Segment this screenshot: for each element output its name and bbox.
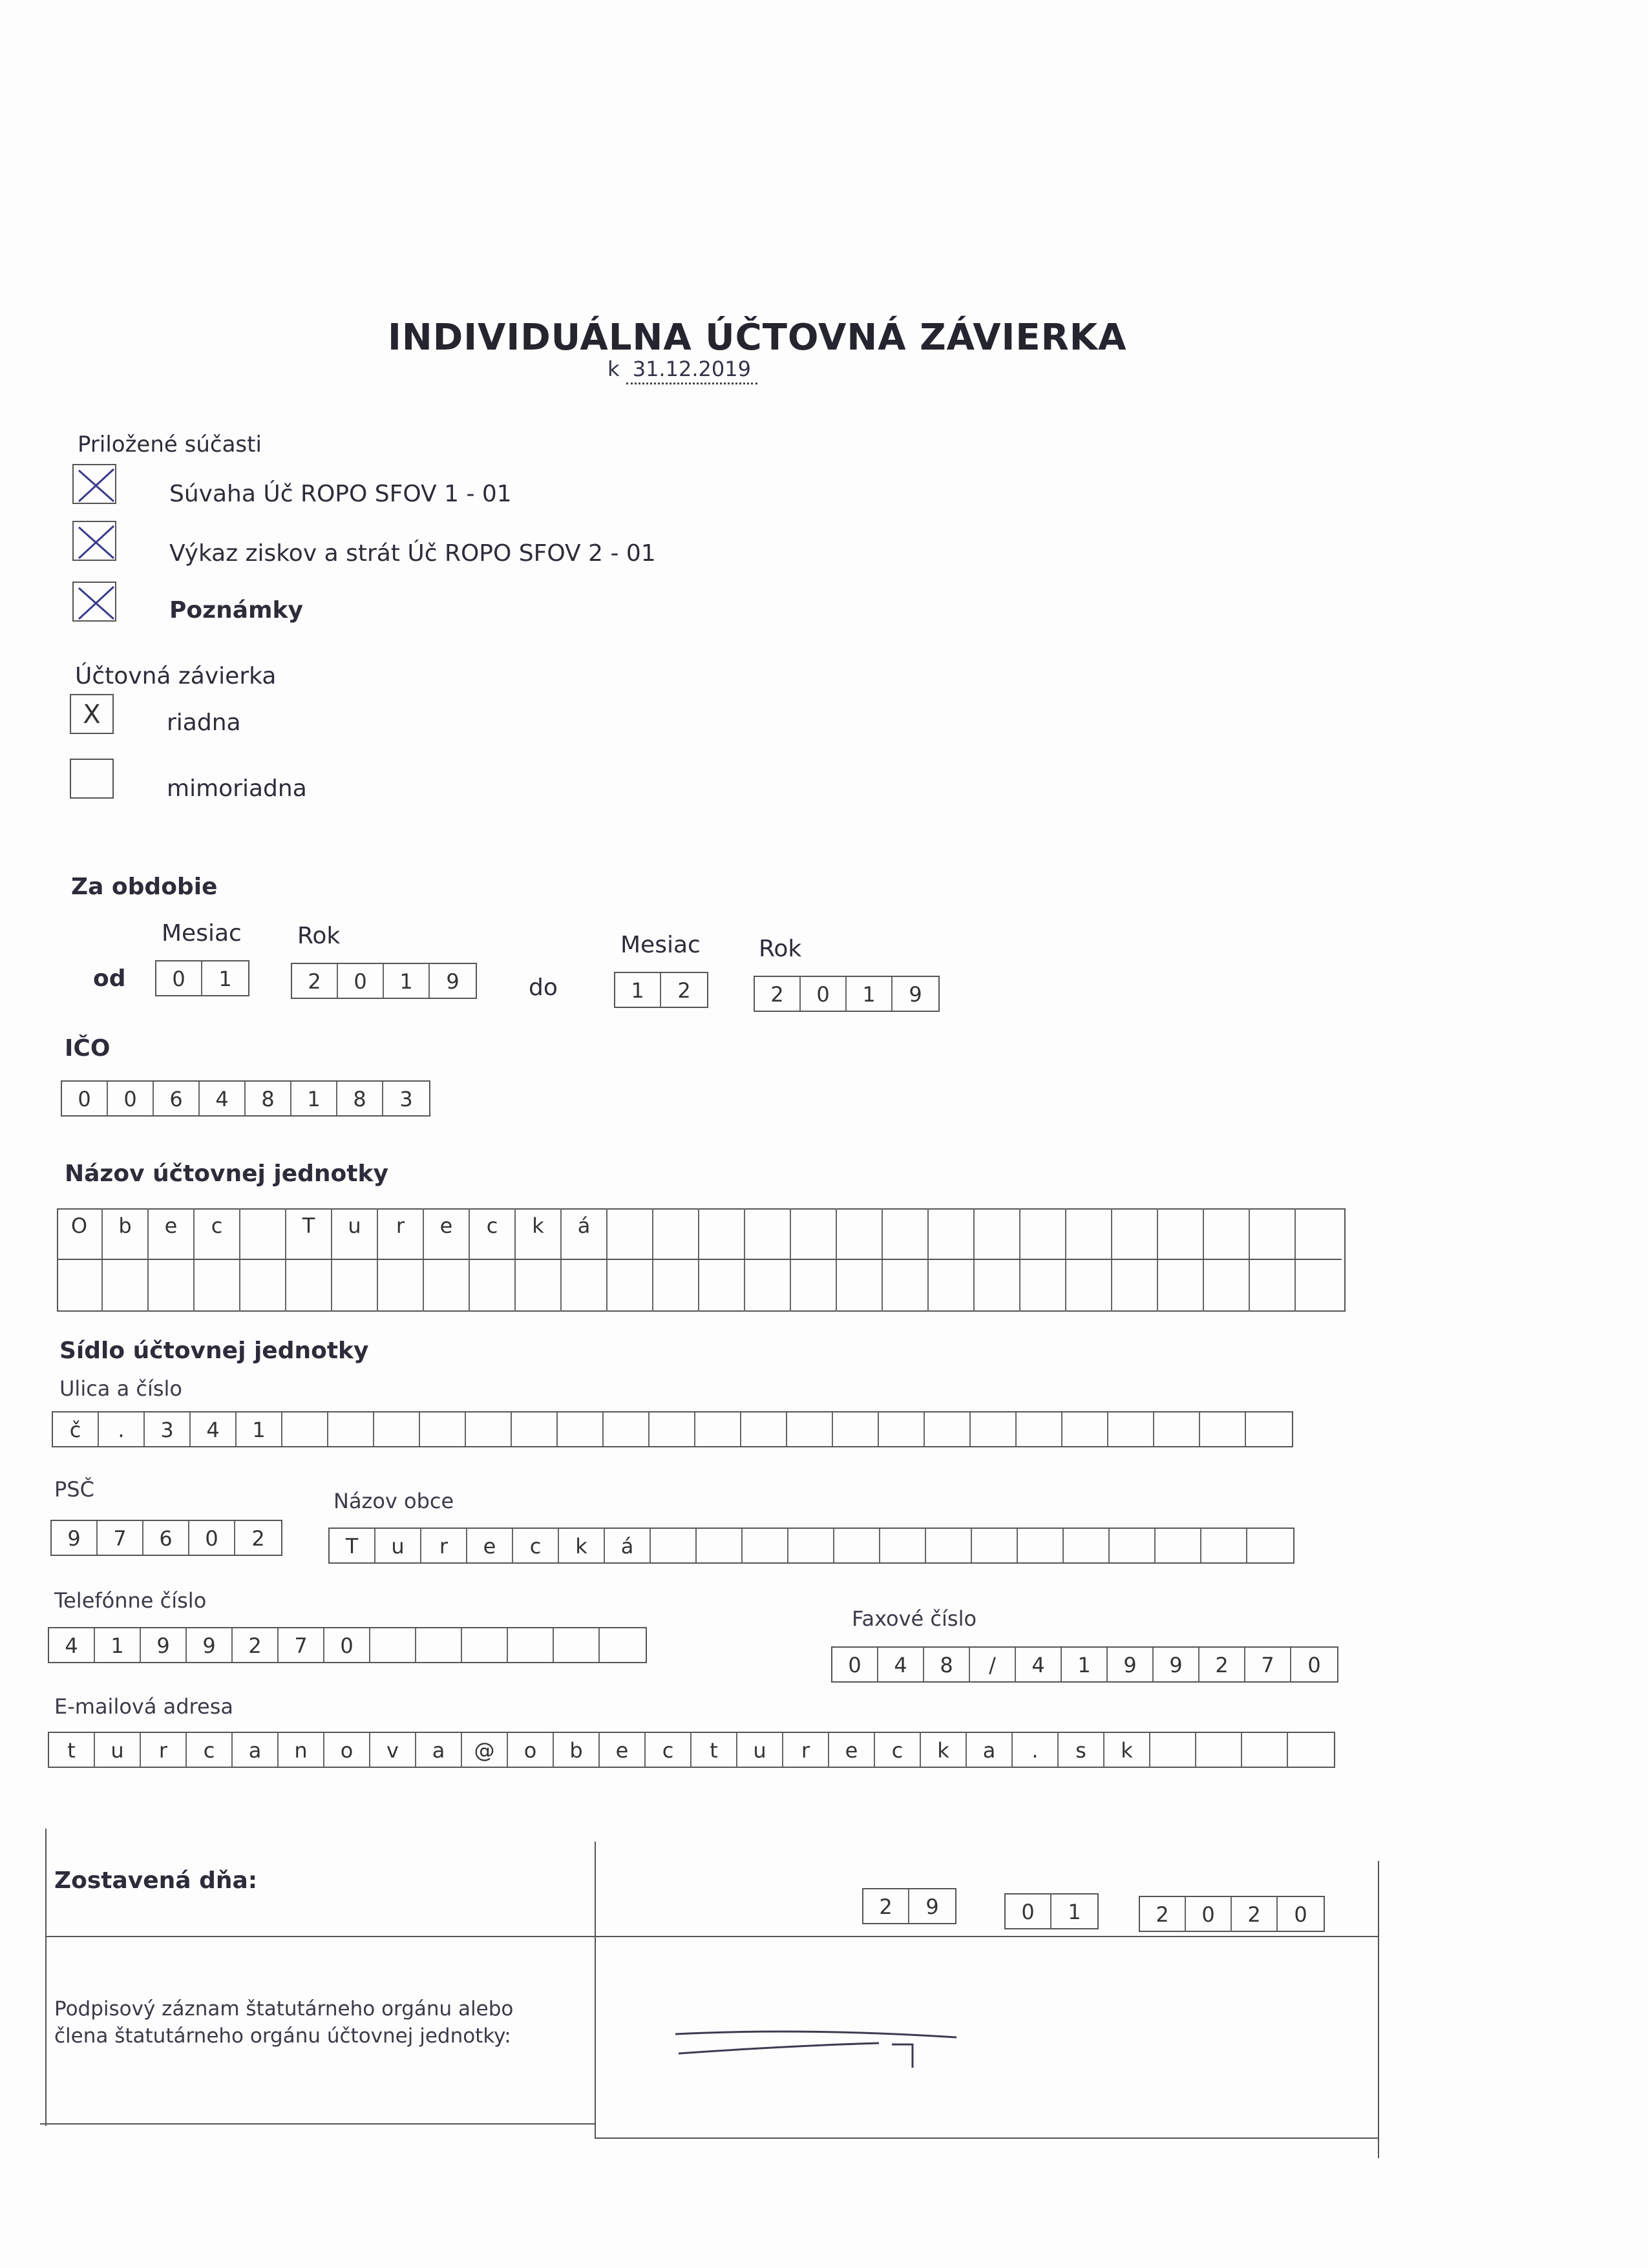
name-label: Názov účtovnej jednotky [65, 1160, 388, 1187]
field-cell: 0 [1294, 1902, 1307, 1927]
field-cell: 4 [1016, 1648, 1062, 1681]
as-of-date: 31.12.2019 [626, 357, 757, 384]
compiled-day-field[interactable] [862, 1888, 956, 1924]
checkbox-mimoriadna[interactable] [70, 759, 114, 799]
field-cell: á [562, 1208, 607, 1259]
field-cell: t [692, 1733, 737, 1767]
from-label: od [93, 965, 126, 992]
ico-field[interactable] [61, 1080, 430, 1117]
from-month-field[interactable] [155, 960, 249, 996]
field-cell: / [970, 1648, 1016, 1681]
field-cell: 3 [399, 1087, 413, 1111]
field-cell [1112, 1260, 1158, 1312]
field-cell [651, 1529, 697, 1562]
field-cell [516, 1260, 562, 1312]
field-cell: á [605, 1529, 651, 1562]
field-cell [695, 1412, 741, 1446]
field-cell: . [99, 1412, 145, 1446]
field-cell [925, 1412, 971, 1446]
field-cell [332, 1260, 378, 1312]
field-cell [558, 1412, 604, 1446]
field-cell: a [416, 1733, 462, 1767]
field-cell: u [332, 1208, 378, 1259]
field-cell: O [57, 1208, 103, 1259]
field-cell [149, 1260, 195, 1312]
email-field[interactable] [48, 1732, 1335, 1768]
field-cell [378, 1260, 424, 1312]
name-row-1 [57, 1208, 1342, 1260]
field-cell: 3 [145, 1412, 191, 1446]
field-cell [562, 1260, 607, 1312]
checkbox-poznamky[interactable] [72, 582, 116, 622]
from-year-label: Rok [297, 923, 341, 949]
field-cell [328, 1412, 374, 1446]
field-cell: u [95, 1733, 141, 1767]
field-cell [1204, 1208, 1250, 1259]
field-cell [1150, 1733, 1196, 1767]
closing-heading: Účtovná závierka [75, 663, 277, 689]
phone-field[interactable] [48, 1627, 647, 1663]
field-cell [607, 1260, 653, 1312]
field-cell: 7 [98, 1521, 143, 1555]
town-field[interactable] [328, 1528, 1294, 1564]
field-cell: 9 [1154, 1648, 1199, 1681]
field-cell: e [467, 1529, 513, 1562]
field-cell: 4 [49, 1628, 95, 1662]
field-cell: o [324, 1733, 370, 1767]
field-cell: 0 [338, 964, 384, 998]
field-cell: 1 [1068, 1900, 1081, 1924]
attached-label-suvaha: Súvaha Úč ROPO SFOV 1 - 01 [169, 481, 512, 507]
field-cell [971, 1412, 1017, 1446]
field-cell [1108, 1412, 1154, 1446]
field-cell [926, 1529, 972, 1562]
period-heading: Za obdobie [71, 874, 218, 900]
attached-label-poznamky: Poznámky [169, 597, 303, 624]
field-cell: k [516, 1208, 562, 1259]
table-border-bottom [40, 2123, 596, 2125]
field-cell: 0 [324, 1628, 370, 1662]
field-cell: 0 [1307, 1653, 1321, 1677]
field-cell [833, 1412, 879, 1446]
field-cell [1018, 1529, 1064, 1562]
field-cell [195, 1260, 240, 1312]
field-cell [791, 1260, 837, 1312]
name-row-2 [57, 1260, 1342, 1312]
field-cell: k [921, 1733, 967, 1767]
field-cell: 4 [191, 1412, 237, 1446]
field-cell [1196, 1733, 1242, 1767]
phone-label: Telefónne číslo [54, 1588, 207, 1613]
field-cell [1296, 1208, 1342, 1259]
field-cell: 9 [1108, 1648, 1154, 1681]
table-border-right [1378, 1861, 1379, 2158]
field-cell: 0 [1006, 1895, 1051, 1928]
closing-label-mimoriadna: mimoriadna [167, 775, 307, 802]
field-cell [699, 1260, 745, 1312]
field-cell: 9 [925, 1895, 939, 1919]
field-cell [975, 1208, 1020, 1259]
closing-label-riadna: riadna [167, 709, 241, 736]
field-cell [1204, 1260, 1250, 1312]
field-cell: @ [462, 1733, 508, 1767]
compiled-label: Zostavená dňa: [54, 1867, 258, 1894]
field-cell [370, 1628, 416, 1662]
field-cell: k [559, 1529, 605, 1562]
field-cell: e [424, 1208, 470, 1259]
field-cell [1247, 1529, 1293, 1562]
field-cell: c [187, 1733, 233, 1767]
field-cell [1066, 1260, 1112, 1312]
checkbox-mimoriadna-mark [71, 760, 112, 797]
field-cell [929, 1208, 975, 1259]
field-cell [420, 1412, 466, 1446]
field-cell [1062, 1412, 1108, 1446]
field-cell [1066, 1208, 1112, 1259]
field-cell: r [378, 1208, 424, 1259]
field-cell: c [646, 1733, 692, 1767]
field-cell: 7 [1245, 1648, 1291, 1681]
field-cell: s [1059, 1733, 1104, 1767]
field-cell: 0 [62, 1082, 108, 1115]
field-cell: k [1104, 1733, 1150, 1767]
field-cell: a [233, 1733, 279, 1767]
field-cell: n [279, 1733, 324, 1767]
field-cell: 0 [108, 1082, 154, 1115]
check-x-icon [74, 583, 118, 623]
field-cell [604, 1412, 650, 1446]
field-cell: r [421, 1529, 467, 1562]
field-cell: e [600, 1733, 646, 1767]
field-cell [653, 1208, 699, 1259]
field-cell [1110, 1529, 1156, 1562]
to-month-field[interactable] [614, 972, 708, 1008]
field-cell [879, 1412, 925, 1446]
email-label: E-mailová adresa [54, 1694, 233, 1719]
town-label: Názov obce [333, 1489, 454, 1513]
field-cell [880, 1529, 926, 1562]
field-cell: 9 [909, 982, 922, 1007]
field-cell [837, 1208, 883, 1259]
field-cell: 2 [251, 1526, 265, 1551]
field-cell: 4 [200, 1082, 246, 1115]
field-cell [240, 1260, 286, 1312]
field-cell: 2 [1140, 1897, 1186, 1931]
field-cell: 0 [801, 977, 847, 1011]
compiled-month-field[interactable] [1004, 1893, 1099, 1929]
field-cell [1296, 1260, 1342, 1312]
field-cell [600, 1628, 646, 1662]
field-cell [1246, 1412, 1292, 1446]
psc-label: PSČ [54, 1477, 94, 1502]
field-cell: 0 [832, 1648, 878, 1681]
field-cell: T [286, 1208, 332, 1259]
field-cell: 7 [279, 1628, 324, 1662]
field-cell [1112, 1208, 1158, 1259]
table-border-bottom-right [595, 2137, 1379, 2139]
psc-field[interactable] [50, 1520, 282, 1556]
field-cell [374, 1412, 420, 1446]
field-cell: r [141, 1733, 187, 1767]
field-cell: 1 [1062, 1648, 1108, 1681]
field-cell [424, 1260, 470, 1312]
field-cell [462, 1628, 508, 1662]
field-cell: r [783, 1733, 829, 1767]
field-cell [1200, 1412, 1246, 1446]
attached-label-vykaz: Výkaz ziskov a strát Úč ROPO SFOV 2 - 01 [169, 540, 656, 567]
field-cell [834, 1529, 880, 1562]
field-cell: a [967, 1733, 1013, 1767]
field-cell: 4 [878, 1648, 924, 1681]
field-cell [1156, 1529, 1201, 1562]
field-cell: 1 [384, 964, 430, 998]
to-month-label: Mesiac [620, 932, 701, 958]
signature-label-line-1: Podpisový záznam štatutárneho orgánu alebo [54, 1997, 514, 2021]
field-cell: e [829, 1733, 875, 1767]
fax-field[interactable] [831, 1646, 1338, 1683]
table-divider [595, 1842, 596, 2139]
field-cell: 6 [143, 1521, 189, 1555]
field-cell: o [508, 1733, 554, 1767]
ico-label: IČO [65, 1035, 111, 1062]
field-cell [1158, 1260, 1204, 1312]
field-cell: 8 [337, 1082, 383, 1115]
field-cell: 1 [291, 1082, 337, 1115]
field-cell [972, 1529, 1018, 1562]
field-cell [787, 1412, 833, 1446]
field-cell: 2 [1199, 1648, 1245, 1681]
field-cell [837, 1260, 883, 1312]
field-cell [1154, 1412, 1200, 1446]
field-cell: 9 [141, 1628, 187, 1662]
field-cell: 0 [1186, 1897, 1232, 1931]
field-cell [470, 1260, 516, 1312]
field-cell: 1 [237, 1412, 282, 1446]
checkbox-riadna-mark: X [83, 700, 101, 730]
field-cell [1250, 1208, 1296, 1259]
field-cell: 0 [189, 1521, 235, 1555]
field-cell: e [149, 1208, 195, 1259]
field-cell: 1 [218, 967, 232, 991]
field-cell [240, 1208, 286, 1259]
signature-label [54, 1995, 513, 2050]
field-cell [1288, 1733, 1334, 1767]
checkbox-vykaz[interactable] [72, 521, 116, 561]
to-year-field[interactable] [754, 976, 940, 1012]
checkbox-riadna[interactable] [70, 694, 114, 734]
field-cell: 9 [187, 1628, 233, 1662]
attached-heading: Priložené súčasti [78, 432, 262, 457]
document-title: INDIVIDUÁLNA ÚČTOVNÁ ZÁVIERKA [388, 317, 1127, 359]
to-label: do [529, 974, 558, 1001]
field-cell [57, 1260, 103, 1312]
field-cell [791, 1208, 837, 1259]
field-cell: u [737, 1733, 783, 1767]
table-row-divider [45, 1936, 1378, 1937]
as-of-line [607, 357, 757, 384]
field-cell [699, 1208, 745, 1259]
field-cell [883, 1208, 929, 1259]
field-cell [1242, 1733, 1288, 1767]
field-cell [1064, 1529, 1110, 1562]
field-cell [1158, 1208, 1204, 1259]
field-cell: 2 [292, 964, 338, 998]
from-year-field[interactable] [291, 963, 477, 999]
street-field[interactable] [52, 1411, 1293, 1447]
field-cell [554, 1628, 600, 1662]
field-cell: . [1013, 1733, 1059, 1767]
field-cell: 1 [95, 1628, 141, 1662]
field-cell: c [195, 1208, 240, 1259]
field-cell: u [375, 1529, 421, 1562]
name-field[interactable] [57, 1208, 1346, 1312]
field-cell: c [470, 1208, 516, 1259]
field-cell [975, 1260, 1020, 1312]
field-cell: 9 [446, 969, 460, 994]
field-cell: 8 [246, 1082, 291, 1115]
field-cell: t [49, 1733, 95, 1767]
seat-label: Sídlo účtovnej jednotky [59, 1338, 369, 1364]
field-cell [741, 1412, 787, 1446]
signature-image [672, 2015, 969, 2086]
field-cell: b [103, 1208, 149, 1259]
field-cell [1250, 1260, 1296, 1312]
field-cell: 9 [52, 1521, 98, 1555]
field-cell: 1 [847, 977, 893, 1011]
field-cell [1020, 1260, 1066, 1312]
field-cell: č [53, 1412, 99, 1446]
field-cell [508, 1628, 554, 1662]
to-year-label: Rok [759, 936, 802, 962]
field-cell: v [370, 1733, 416, 1767]
field-cell: 0 [156, 961, 202, 995]
field-cell [653, 1260, 699, 1312]
check-x-icon [74, 465, 118, 505]
field-cell [650, 1412, 695, 1446]
field-cell: 2 [863, 1889, 909, 1923]
field-cell: 8 [924, 1648, 970, 1681]
signature-label-line-2: člena štatutárneho orgánu účtovnej jednotky: [54, 2024, 511, 2048]
field-cell: 2 [755, 977, 801, 1011]
field-cell [466, 1412, 512, 1446]
fax-label: Faxové číslo [852, 1606, 977, 1631]
field-cell [743, 1529, 788, 1562]
check-x-icon [74, 522, 118, 562]
field-cell [103, 1260, 149, 1312]
compiled-year-field[interactable] [1139, 1896, 1325, 1932]
field-cell [1020, 1208, 1066, 1259]
field-cell [697, 1529, 743, 1562]
field-cell [883, 1260, 929, 1312]
field-cell [1017, 1412, 1062, 1446]
as-of-prefix: k [607, 357, 620, 381]
field-cell [607, 1208, 653, 1259]
field-cell [282, 1412, 328, 1446]
table-border-left [45, 1829, 47, 2126]
field-cell: 2 [1232, 1897, 1278, 1931]
field-cell: c [513, 1529, 559, 1562]
field-cell: b [554, 1733, 600, 1767]
field-cell [286, 1260, 332, 1312]
field-cell: 2 [233, 1628, 279, 1662]
checkbox-suvaha[interactable] [72, 464, 116, 504]
field-cell: 6 [154, 1082, 200, 1115]
field-cell [745, 1260, 791, 1312]
field-cell [745, 1208, 791, 1259]
field-cell: 1 [615, 973, 661, 1007]
field-cell: c [875, 1733, 921, 1767]
field-cell [416, 1628, 462, 1662]
field-cell [929, 1260, 975, 1312]
field-cell: 2 [677, 978, 691, 1003]
field-cell [1201, 1529, 1247, 1562]
field-cell [512, 1412, 558, 1446]
from-month-label: Mesiac [162, 920, 242, 947]
field-cell [788, 1529, 834, 1562]
street-label: Ulica a číslo [59, 1376, 182, 1401]
field-cell: T [330, 1529, 375, 1562]
